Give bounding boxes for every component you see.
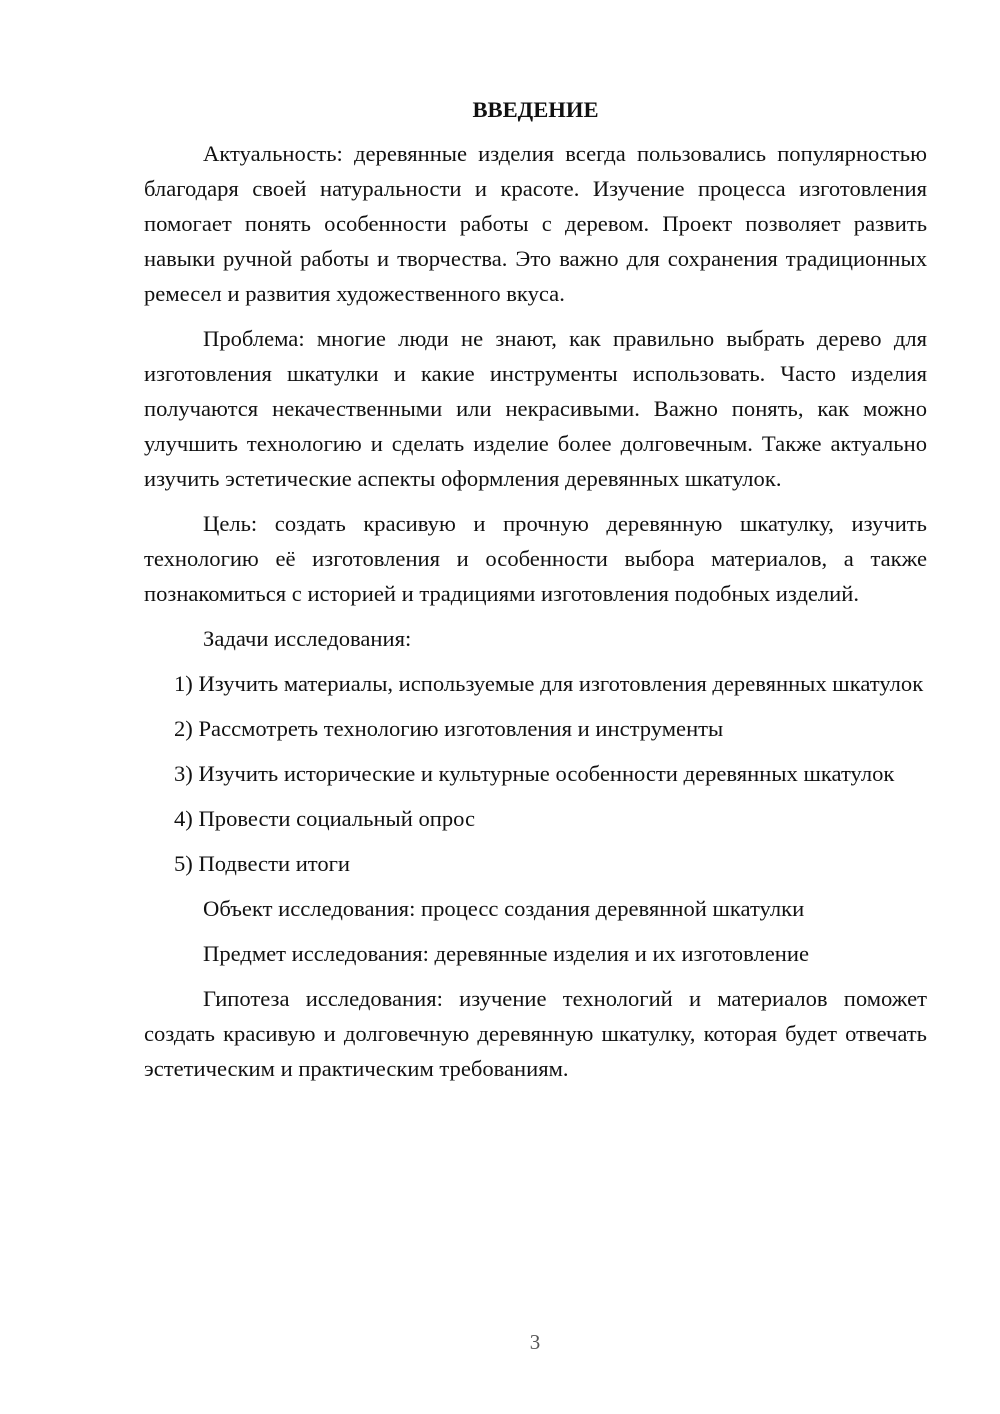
section-title: ВВЕДЕНИЕ	[472, 97, 599, 122]
hypothesis-paragraph: Гипотеза исследования: изучение технологий и материалов поможет создать красивую и долговечную деревянную шкатулку, которая будет отвечать эстетическим и практическим требованиям.	[144, 986, 927, 1081]
tasks-heading: Задачи исследования:	[203, 626, 412, 651]
research-subject: Предмет исследования: деревянные изделия и их изготовление	[203, 941, 809, 966]
goal-paragraph: Цель: создать красивую и прочную деревянную шкатулку, изучить технологию её изготовления и особенности выбора материалов, а также познакомиться с историей и традициями изготовления подобных изделий.	[144, 511, 927, 606]
page-number: 3	[529, 1330, 541, 1354]
task-item-4: 4) Провести социальный опрос	[174, 806, 476, 831]
task-item-3: 3) Изучить исторические и культурные особенности деревянных шкатулок	[174, 761, 895, 786]
task-item-1: 1) Изучить материалы, используемые для изготовления деревянных шкатулок	[174, 671, 924, 696]
task-item-2: 2) Рассмотреть технологию изготовления и инструменты	[174, 716, 724, 741]
relevance-paragraph: Актуальность: деревянные изделия всегда пользовались популярностью благодаря своей натуральности и красоте. Изучение процесса изготовления помогает понять особенности работы с деревом. Проект позволяет развить навыки ручной работы и творчества. Это важно для сохранения традиционных ремесел и развития художественного вкуса.	[144, 141, 927, 306]
page-content	[144, 94, 927, 1096]
task-item-5: 5) Подвести итоги	[174, 851, 351, 876]
research-object: Объект исследования: процесс создания деревянной шкатулки	[203, 896, 805, 921]
problem-paragraph: Проблема: многие люди не знают, как правильно выбрать дерево для изготовления шкатулки и какие инструменты использовать. Часто изделия получаются некачественными или некрасивыми. Важно понять, как можно улучшить технологию и сделать изделие более долговечным. Также актуально изучить эстетические аспекты оформления деревянных шкатулок.	[144, 326, 927, 491]
